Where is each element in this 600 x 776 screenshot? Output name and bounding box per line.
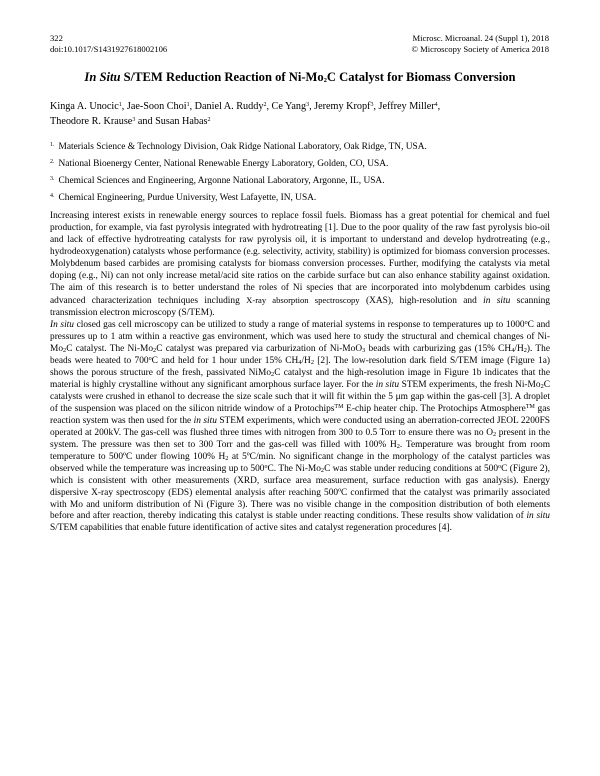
copyright: © Microscopy Society of America 2018 bbox=[411, 44, 549, 54]
affiliation bbox=[50, 138, 550, 155]
author-name: Ce Yang bbox=[271, 101, 307, 112]
paper-title bbox=[50, 70, 550, 85]
affiliation-text: Materials Science & Technology Division, Oak Ridge National Laboratory, Oak Ridge, TN, USA. bbox=[58, 142, 427, 152]
author-aff: 2 bbox=[207, 117, 211, 123]
affiliation-number: 3. bbox=[50, 176, 55, 182]
author-aff: 4 bbox=[434, 102, 438, 108]
affiliation bbox=[50, 172, 550, 189]
affiliation-text: Chemical Sciences and Engineering, Argonne National Laboratory, Argonne, IL, USA. bbox=[58, 176, 385, 186]
title-sub: 2 bbox=[323, 77, 327, 84]
author: Theodore R. Krause$^3$ and bbox=[50, 116, 156, 127]
title-part-2: C Catalyst for Biomass Conversion bbox=[326, 70, 516, 84]
author-aff: 3 bbox=[306, 102, 310, 108]
author bbox=[155, 116, 210, 127]
doi: doi:10.1017/S1431927618002106 bbox=[50, 44, 168, 54]
affiliation-text: Chemical Engineering, Purdue University, West Lafayette, IN, USA. bbox=[58, 193, 317, 203]
paragraph-1: Increasing interest exists in renewable energy sources to replace fossil fuels. Biomass has a great potential for chemical and fuel production, for example, via fast pyrolysis integrated with hydrotreating [1]. Due to the poor quality of the raw fast pyrolysis bio-oil and lack of effective hydrotreating catalysts for raw pyrolysis oil, it is important to understand and develop hydrotreating (e.g., hydrodeoxygenation) catalysts whose performance (e.g. selectivity, activity, stability) is optimized for biomass conversion processes. Molybdenum based carbides are promising catalysts for biomass conversion processes. Further, modifying the catalysts via metal doping (e.g., Ni) can not only increase metal/acid site ratios on the carbide surface but can also enhance stability against oxidation. The aim of this research is to better understand the roles of Ni species that are incorporated into molybdenum carbides using advanced characterization techniques including X-ray absorption spectroscopy (XAS), high-resolution and in situ scanning transmission electron microscopy (S/TEM). bbox=[50, 211, 550, 318]
xas-term: X-ray absorption spectroscopy bbox=[246, 294, 360, 305]
author: Ce Yang$^3$, bbox=[271, 101, 315, 112]
affiliation-list bbox=[50, 138, 550, 206]
author-name: Jae-Soon Choi bbox=[126, 101, 187, 112]
affiliation-number: 1. bbox=[50, 142, 55, 148]
paragraph-2: In situ closed gas cell microscopy can be utilized to study a range of material systems in response to temperatures up to 1000$^o$C and pressures up to 1 atm within a reactive gas environment, which was used here to study the structural and chemical changes of $Ni-Mo_2C$ catalyst. The $Ni-Mo_2C$ catalyst was prepared via carburization of Ni-MoO$_3$ beads with carburizing gas (15% $CH_4/H_2$). The beads were heated to 700$^o$C and held for 1 hour under 15% $CH_4/H_2$ [2]. The low-resolution dark field S/TEM image (Figure 1a) shows the porous structure of the fresh, passivated NiMo$_2$C catalyst and the high-resolution image in Figure 1b indicates that the material is highly crystalline without any significant amorphous surface layer. For the in situ STEM experiments, the fresh $Ni-Mo_2C$ catalysts were crushed in ethanol to decrease the size scale such that it will fit within the 5 μm gap within the gas-cell [3]. A droplet of the suspension was placed on the silicon nitride window of a Protochips™ E-chip heater chip. The Protochips Atmosphere™ gas reaction system was then used for the in situ STEM experiments, which were conducted using an aberration-corrected JEOL 2200FS operated at 200kV. The gas-cell was flushed three times with nitrogen from 300 to 0.5 Torr to ensure there was no $O_2$ present in the system. The pressure was then set to 300 Torr and the gas-cell was filled with 100% $H_2$. Temperature was brought from room temperature to 500ºC under flowing 100% $H_2$ at 5ºC/min. No significant change in the morphology of the catalyst particles was observed while the temperature was increasing up to 500$^o$C. The $Ni-Mo_2C$ was stable under reducing conditions at 500$^o$C (Figure 2), which is consistent with other measurements (XRD, surface area measurement, surface reduction with gas analysis). Energy dispersive X-ray spectroscopy (EDS) elemental analysis after reaching 500ºC confirmed that the catalyst was primarily associated with Mo and uniform distribution of Ni (Figure 3). There was no visible change in the composition distribution of both elements before and after reaction, thereby indicating this catalyst is stable under reacting conditions. These results show validation of in situ S/TEM capabilities that enable future identification of active sites and catalyst regeneration procedures [4]. bbox=[50, 320, 551, 534]
affiliation-number: 2. bbox=[50, 159, 55, 165]
author: Jeremy Kropf$^3$, bbox=[314, 101, 379, 112]
page-header-left bbox=[50, 33, 167, 55]
author-name: Jeffrey Miller bbox=[378, 101, 435, 112]
page-header-right bbox=[411, 33, 549, 55]
affiliation-text: National Bioenergy Center, National Renewable Energy Laboratory, Golden, CO, USA. bbox=[58, 159, 389, 169]
author: Jeffrey Miller$^4$, bbox=[378, 101, 441, 112]
author: Daniel A. Ruddy$^2$, bbox=[194, 101, 272, 112]
author-name: Jeremy Kropf bbox=[314, 101, 371, 112]
abstract-body bbox=[50, 211, 550, 535]
author-name: Daniel A. Ruddy bbox=[194, 101, 264, 112]
affiliation bbox=[50, 155, 550, 172]
title-insitu: In Situ bbox=[84, 70, 121, 84]
author-name: Kinga A. Unocic bbox=[50, 101, 119, 112]
author-aff: 1 bbox=[118, 102, 122, 108]
author-aff: 3 bbox=[132, 117, 136, 123]
author-aff: 3 bbox=[370, 102, 374, 108]
affiliation-number: 4. bbox=[50, 193, 55, 199]
affiliation bbox=[50, 189, 550, 206]
author-aff: 2 bbox=[263, 102, 267, 108]
author-name: Theodore R. Krause bbox=[50, 116, 133, 127]
author-name: Susan Habas bbox=[155, 116, 208, 127]
page-number: 322 bbox=[50, 33, 63, 43]
author-list bbox=[50, 99, 550, 129]
title-part-1: S/TEM Reduction Reaction of Ni-Mo bbox=[120, 70, 324, 84]
author: Kinga A. Unocic$^1$, bbox=[50, 101, 127, 112]
journal-citation: Microsc. Microanal. 24 (Suppl 1), 2018 bbox=[412, 33, 549, 43]
author: Jae-Soon Choi$^1$, bbox=[126, 101, 195, 112]
author-aff: 1 bbox=[186, 102, 190, 108]
